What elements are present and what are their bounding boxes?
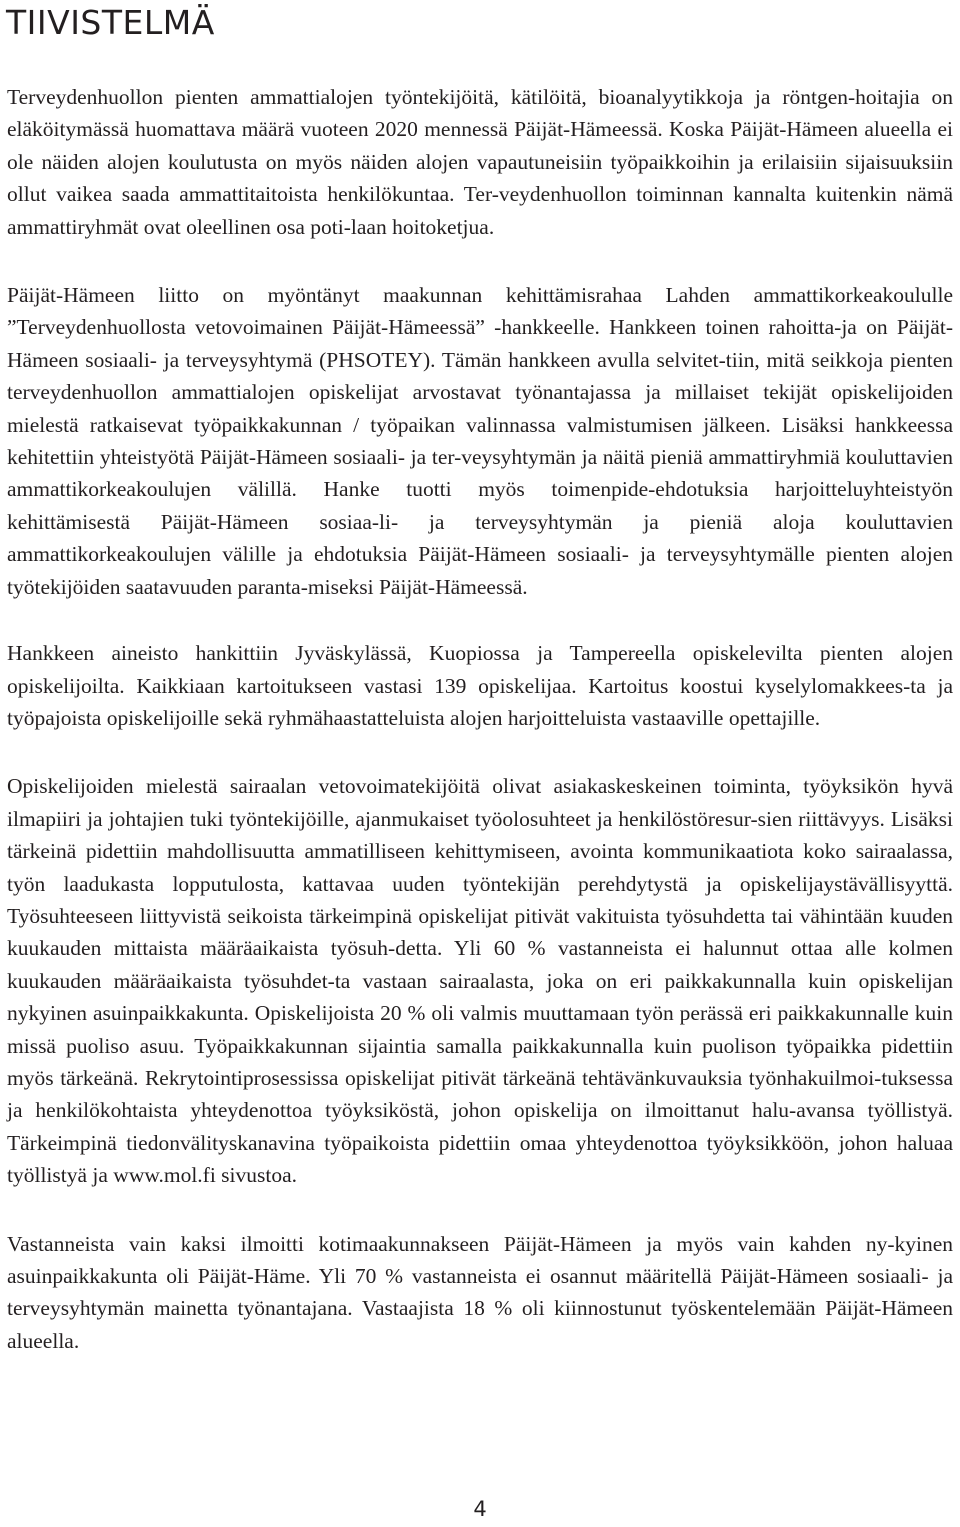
page-title: TIIVISTELMÄ xyxy=(6,3,215,42)
paragraph-1: Terveydenhuollon pienten ammattialojen työntekijöitä, kätilöitä, bioanalyytikkoja ja röntgen-hoitajia on eläköitymässä huomattava määrä vuoteen 2020 mennessä Päijät-Hämeessä. Koska Päijät-Hämeen alueella ei ole näiden alojen koulutusta on myös näiden alojen vapautuneisiin työpaikkoihin ja erilaisiin sijaisuuksiin ollut vaikea saada ammattitaitoista henkilökuntaa. Ter-veydenhuollon toiminnan kannalta kuitenkin nämä ammattiryhmät ovat oleellinen osa poti-laan hoitoketjua. xyxy=(7,85,953,239)
page-number: 4 xyxy=(473,1497,487,1521)
paragraph-3: Hankkeen aineisto hankittiin Jyväskylässä, Kuopiossa ja Tampereella opiskelevilta pienten alojen opiskelijoilta. Kaikkiaan kartoitukseen vastasi 139 opiskelijaa. Kartoitus koostui kyselylomakkees-ta ja työpajoista opiskelijoille sekä ryhmähaastatteluista alojen harjoitteluista vastaaville opettajille. xyxy=(7,641,953,730)
body-text xyxy=(7,81,953,1393)
paragraph-2: Päijät-Hämeen liitto on myöntänyt maakunnan kehittämisrahaa Lahden ammattikorkeakoululle ”Terveydenhuollosta vetovoimainen Päijät-Hämeessä” -hankkeelle. Hankkeen toinen rahoitta-ja on Päijät-Hämeen sosiaali- ja terveysyhtymä (PHSOTEY). Tämän hankkeen avulla selvitet-tiin, mitä seikkoja pienten terveydenhuollon ammattialojen opiskelijat arvostavat työnantajassa ja millaiset tekijät opiskelijoiden mielestä ratkaisevat työpaikkakunnan / työpaikan valinnassa valmistumisen jälkeen. Lisäksi hankkeessa kehitettiin yhteistyötä Päijät-Hämeen sosiaali- ja ter-veysyhtymän ja näitä pieniä ammattiryhmiä kouluttavien ammattikorkeakoulujen välillä. Hanke tuotti myös toimenpide-ehdotuksia harjoitteluyhteistyön kehittämisestä Päijät-Hämeen sosiaa-li- ja terveysyhtymän ja pieniä aloja kouluttavien ammattikorkeakoulujen välille ja ehdotuksia Päijät-Hämeen sosiaali- ja terveysyhtymälle pienten alojen työtekijöiden saatavuuden paranta-miseksi Päijät-Hämeessä. xyxy=(7,283,953,599)
paragraph-5: Vastanneista vain kaksi ilmoitti kotimaakunnakseen Päijät-Hämeen ja myös vain kahden ny-kyinen asuinpaikkakunta oli Päijät-Häme. Yli 70 % vastanneista ei osannut määritellä Päijät-Hämeen sosiaali- ja terveysyhtymän mainetta työnantajana. Vastaajista 18 % oli kiinnostunut työskentelemään Päijät-Hämeen alueella. xyxy=(7,1231,953,1353)
paragraph-4: Opiskelijoiden mielestä sairaalan vetovoimatekijöitä olivat asiakaskeskeinen toiminta, työyksikön hyvä ilmapiiri ja johtajien tuki työntekijöille, ajanmukaiset työolosuhteet ja henkilöstöresur-sien riittävyys. Lisäksi tärkeinä pidettiin mahdollisuutta ammatilliseen kehittymiseen, avointa kommunikaatiota koko sairaalassa, työn laadukasta lopputulosta, kattavaa uuden työntekijän perehdytystä ja opiskelijaystävällisyyttä. Työsuhteeseen liittyvistä seikoista tärkeimpinä opiskelijat pitivät vakituista työsuhdetta tai vähintään kuuden kuukauden mittaista määräaikaista työsuh-detta. Yli 60 % vastanneista ei halunnut ottaa alle kolmen kuukauden määräaikaista työsuhdet-ta vastaan sairaalasta, joka on eri paikkakunnalla kuin opiskelijan nykyinen asuinpaikkakunta. Opiskelijoista 20 % oli valmis muuttamaan työn perässä eri paikkakunnalle kuin missä puoliso asuu. Työpaikkakunnan sijaintia samalla paikkakunnalla kuin puolison työpaikka pidettiin myös tärkeänä. Rekrytointiprosessissa opiskelijat pitivät tärkeänä tehtävänkuvauksia työnhakuilmoi-tuksessa ja henkilökohtaista yhteydenottoa työyksiköstä, johon opiskelija on ilmoittanut halu-avansa työllistyä. Tärkeimpinä tiedonvälityskanavina työpaikoista pidettiin omaa yhteydenottoa työyksikköön, johon haluaa työllistyä ja www.mol.fi sivustoa. xyxy=(7,774,953,1188)
